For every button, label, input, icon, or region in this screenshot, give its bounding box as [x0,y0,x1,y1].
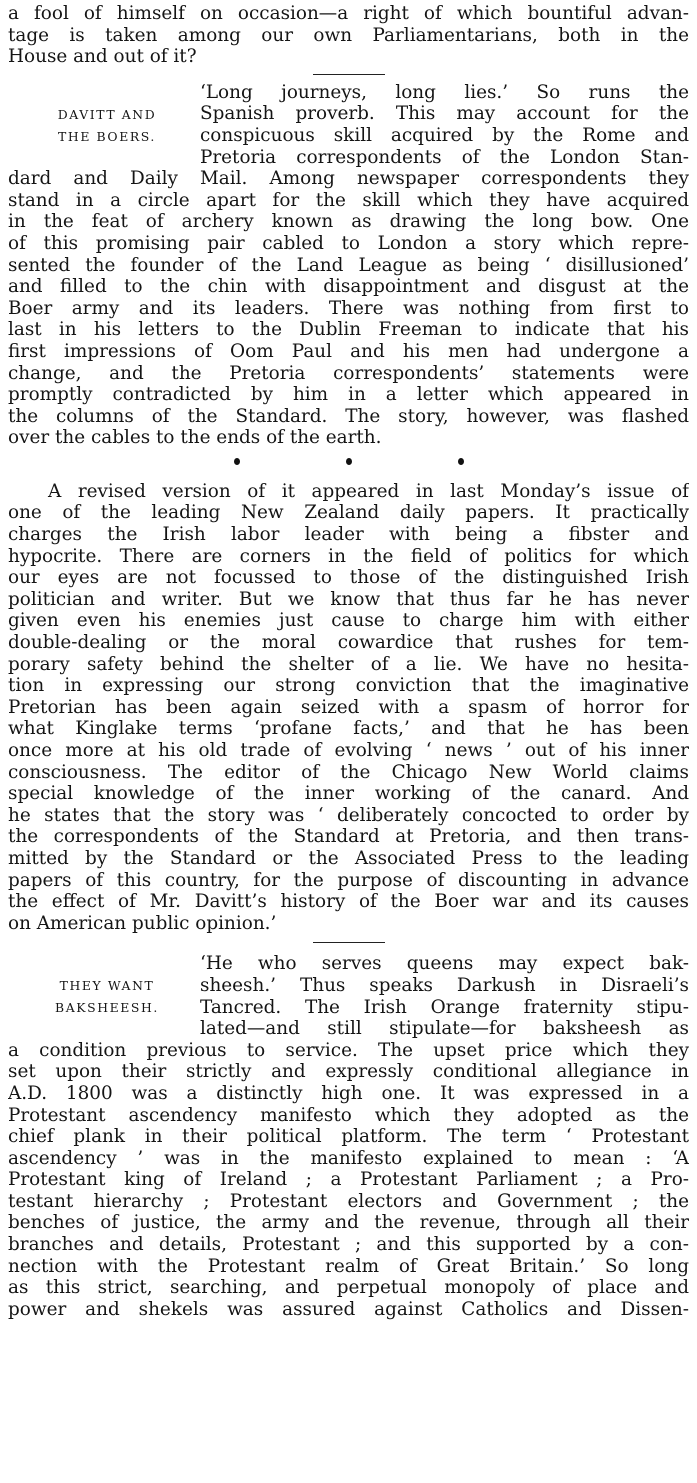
text-line: the columns of the Standard. The story, however, was flashed [8,405,689,427]
text-line: a condition previous to service. The upset price which they [8,1039,689,1061]
text-line: ascendency ’ was in the manifesto explained to mean : ‘A [8,1147,689,1169]
section-paragraph [8,481,689,934]
continuation-paragraph [8,3,689,68]
text-line: in the feat of archery known as drawing the long bow. One [8,211,689,233]
text-line: ‘He who serves queens may expect bak- [200,953,689,975]
text-line: testant hierarchy ; Protestant electors and Government ; the [8,1190,689,1212]
text-line: tage is taken among our own Parliamentarians, both in the [8,24,689,46]
side-heading-line: DAVITT AND [57,106,157,122]
text-line: chief plank in their political platform. The term ‘ Protestant [8,1126,689,1148]
text-line: of this promising pair cabled to London a story which repre- [8,232,689,254]
text-line: conspicuous skill acquired by the Rome and [200,124,689,146]
text-line: benches of justice, the army and the revenue, through all their [8,1212,689,1234]
text-line: Pretoria correspondents of the London Stan- [200,146,689,168]
text-line: consciousness. The editor of the Chicago New World claims [8,761,689,783]
asterism-divider [8,451,689,473]
text-line: hypocrite. There are corners in the field of politics for which [8,545,689,567]
text-line: what Kinglake terms ‘profane facts,’ and that he has been [8,718,689,740]
section-divider [313,74,385,75]
text-line: tion in expressing our strong conviction that the imaginative [8,675,689,697]
text-line: promptly contradicted by him in a letter which appeared in [8,384,689,406]
dot-ornament [234,458,240,465]
text-line: given even his enemies just cause to charge him with either [8,610,689,632]
text-line: A revised version of it appeared in last Monday’s issue of [48,480,689,502]
text-line: mitted by the Standard or the Associated Press to the leading [8,847,689,869]
text-line: branches and details, Protestant ; and this supported by a con- [8,1234,689,1256]
side-heading [22,104,192,148]
text-line: porary safety behind the shelter of a lie. We have no hesita- [8,653,689,675]
text-line: over the cables to the ends of the earth. [8,427,382,449]
text-line: he states that the story was ‘ deliberately concocted to order by [8,804,689,826]
dot-ornament [458,458,464,465]
text-line: our eyes are not focussed to those of the distinguished Irish [8,567,689,589]
text-line: double-dealing or the moral cowardice that rushes for tem- [8,632,689,654]
text-line: power and shekels was assured against Catholics and Dissen- [8,1298,689,1320]
text-line: on American public opinion.’ [8,912,277,934]
side-heading-line: BAKSHEESH. [55,1000,159,1016]
text-line: Pretorian has been again seized with a spasm of horror for [8,696,689,718]
text-line: sheesh.’ Thus speaks Darkush in Disraeli’s [200,974,689,996]
text-line: set upon their strictly and expressly conditional allegiance in [8,1061,689,1083]
text-line: a fool of himself on occasion—a right of which bountiful advan- [8,3,689,24]
text-line: change, and the Pretoria correspondents’ statements were [8,362,689,384]
text-line: stand in a circle apart for the skill which they have acquired [8,189,689,211]
text-line: first impressions of Oom Paul and his men had undergone a [8,340,689,362]
text-line: lated—and still stipulate—for baksheesh as [200,1018,689,1040]
text-line: politician and writer. But we know that thus far he has never [8,588,689,610]
text-line: House and out of it? [8,46,197,68]
text-line: Protestant ascendency manifesto which they adopted as the [8,1104,689,1126]
text-line: last in his letters to the Dublin Freeman to indicate that his [8,319,689,341]
side-heading [22,975,192,1019]
text-line: one of the leading New Zealand daily papers. It practically [8,502,689,524]
text-line: ‘Long journeys, long lies.’ So runs the [200,81,689,103]
text-line: Boer army and its leaders. There was nothing from first to [8,297,689,319]
text-line: A.D. 1800 was a distinctly high one. It was expressed in a [8,1082,689,1104]
text-line: papers of this country, for the purpose of discounting in advance [8,869,689,891]
text-line: the correspondents of the Standard at Pretoria, and then trans- [8,826,689,848]
text-line: and filled to the chin with disappointment and disgust at the [8,276,689,298]
text-line: as this strict, searching, and perpetual monopoly of place and [8,1277,689,1299]
text-line: once more at his old trade of evolving ‘ news ’ out of his inner [8,740,689,761]
document-page [8,0,689,1320]
section-they-want-baksheesh [8,953,689,1320]
side-heading-line: THE BOERS. [58,128,156,144]
text-line: charges the Irish labor leader with being a fibster and [8,524,689,546]
text-line: Protestant king of Ireland ; a Protestant Parliament ; a Pro- [8,1169,689,1191]
text-line: Tancred. The Irish Orange fraternity stipu- [200,996,689,1018]
section-divider [313,942,385,943]
section-davitt-and-the-boers [8,82,689,935]
text-line: dard and Daily Mail. Among newspaper correspondents they [8,168,689,190]
text-line: sented the founder of the Land League as being ‘ disillusioned’ [8,254,689,276]
text-line: nection with the Protestant realm of Great Britain.’ So long [8,1255,689,1277]
side-heading-line: THEY WANT [59,978,155,994]
dot-ornament [346,458,352,465]
text-line: special knowledge of the inner working of the canard. And [8,783,689,805]
text-line: the effect of Mr. Davitt’s history of the Boer war and its causes [8,891,689,913]
text-line: Spanish proverb. This may account for the [200,103,689,125]
